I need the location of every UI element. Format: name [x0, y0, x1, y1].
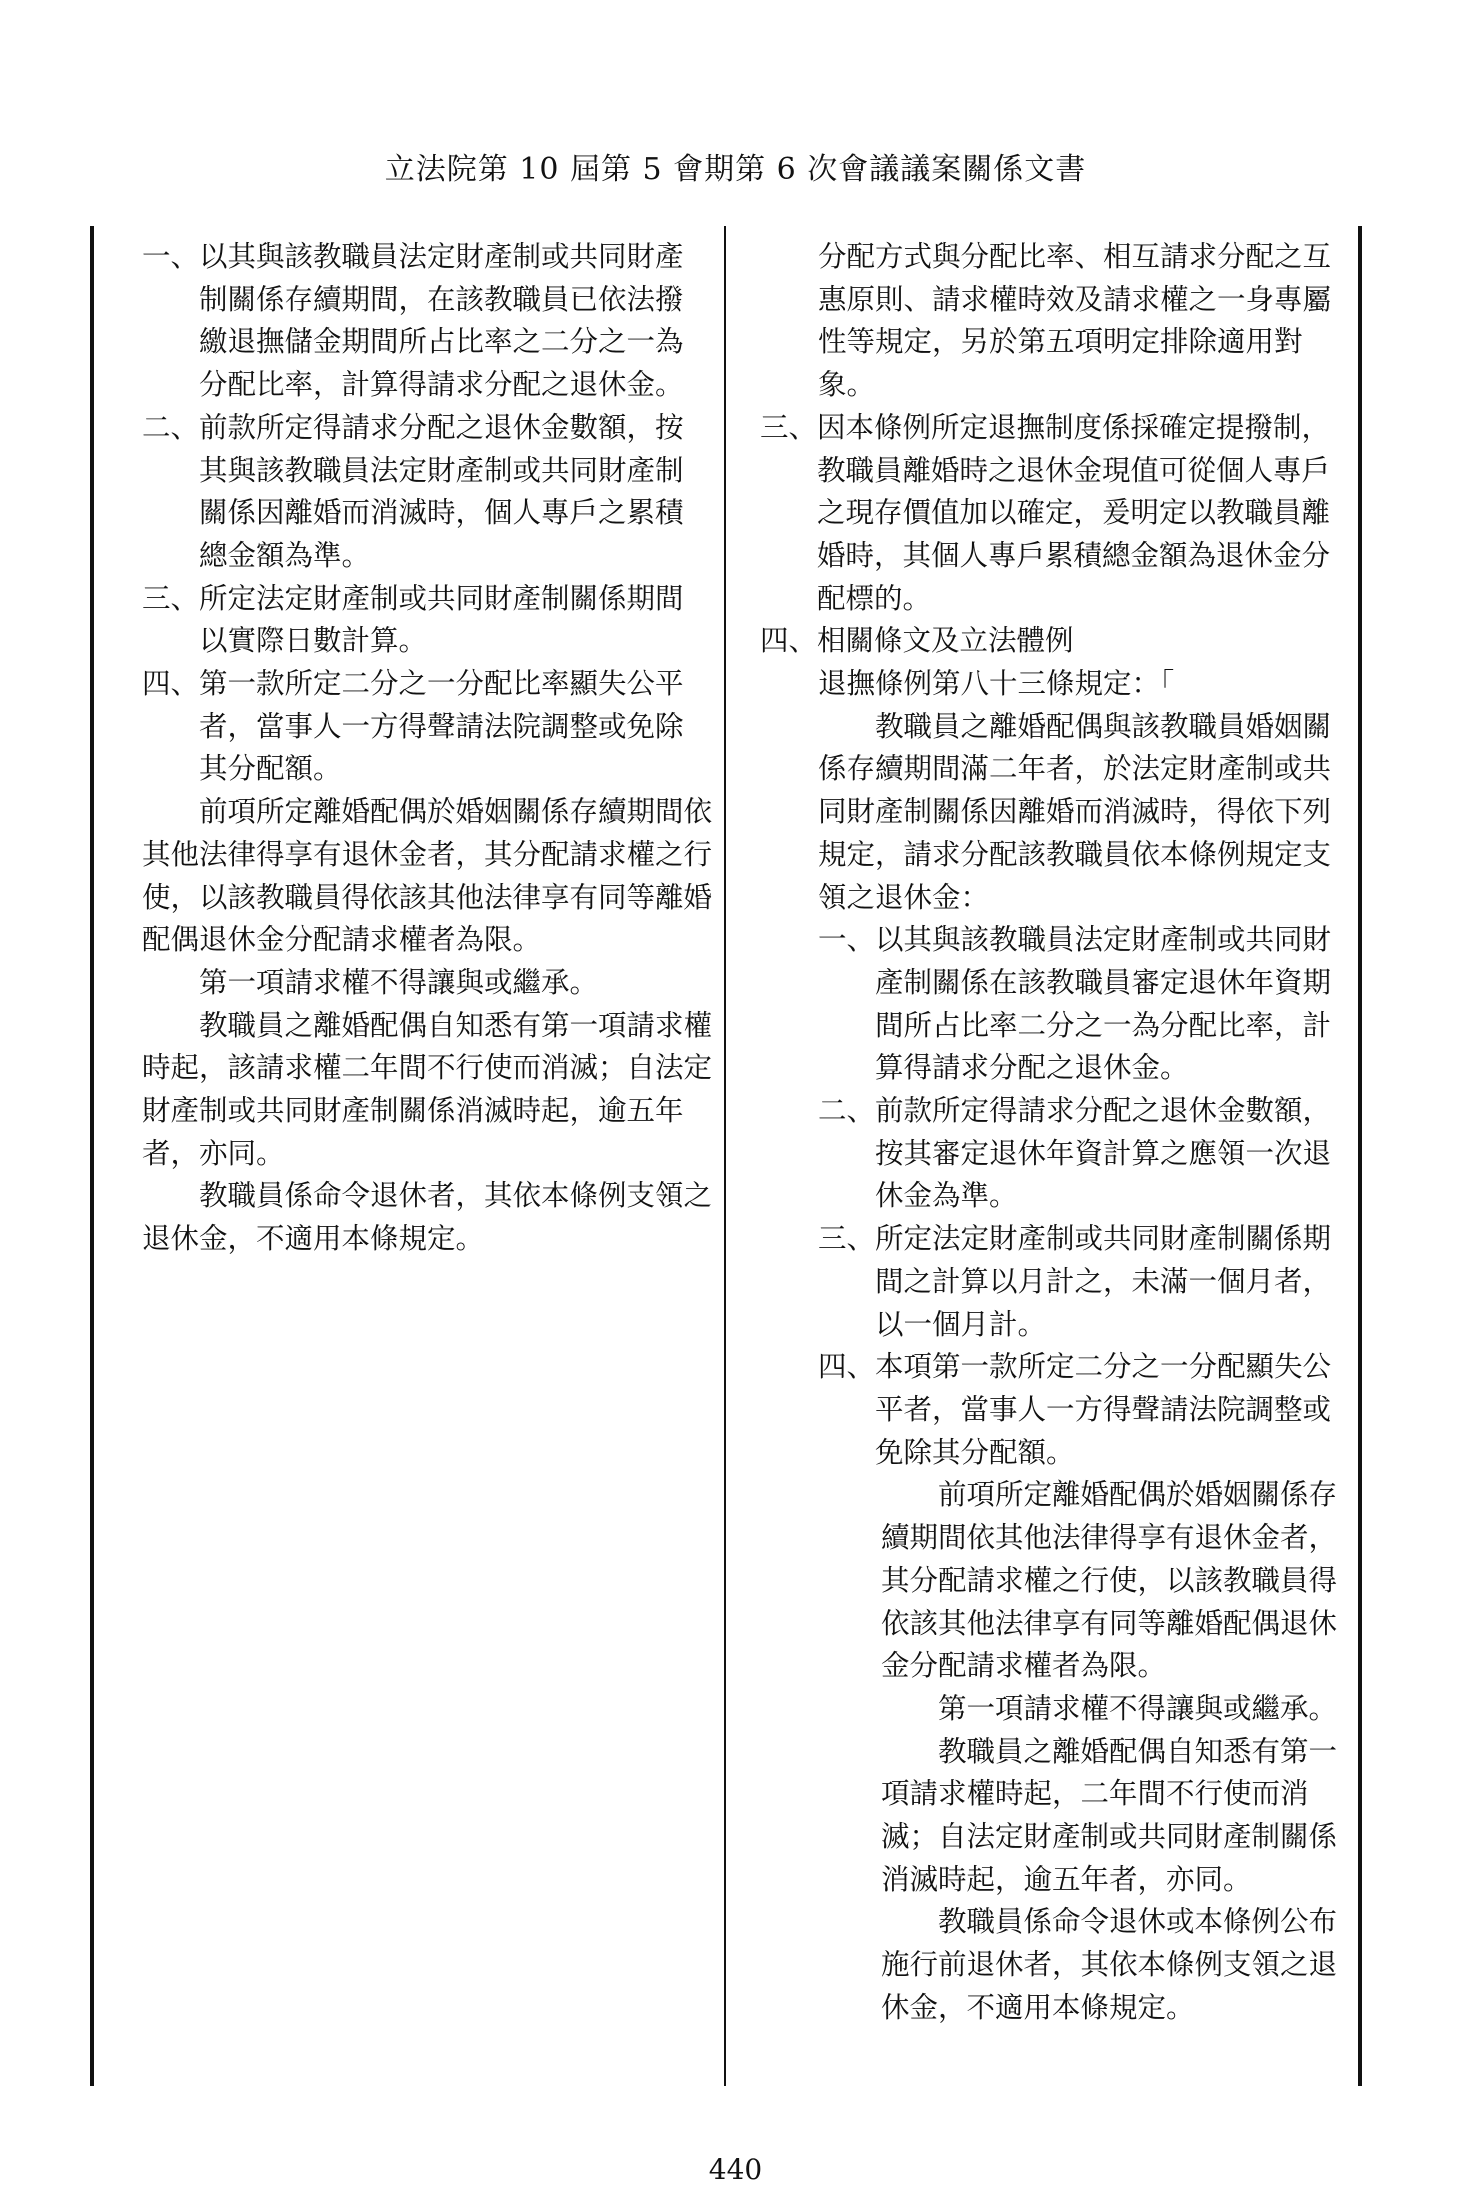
item-number: 二、 — [818, 1094, 876, 1128]
item-number: 三、 — [818, 1222, 876, 1256]
quote-paragraph: 教職員係命令退休或本條例公布施行前退休者，其依本條例支領之退休金，不適用本條規定。 — [881, 1905, 1338, 2024]
item-number: 三、 — [760, 410, 818, 444]
quote-paragraph: 教職員之離婚配偶與該教職員婚姻關係存續期間滿二年者，於法定財產制或共同財產制關係因離婚而消滅時，得依下列規定，請求分配該教職員依本條例規定支領之退休金： — [818, 709, 1332, 914]
item-text: 以其與該教職員法定財產制或共同財產制關係存續期間，在該教職員已依法撥繳退撫儲金期間所占比率之二分之一為分配比率，計算得請求分配之退休金。 — [199, 240, 684, 402]
item-number: 四、 — [142, 667, 200, 701]
quote-paragraph: 前項所定離婚配偶於婚姻關係存續期間依其他法律得享有退休金者，其分配請求權之行使，以該教職員得依該其他法律享有同等離婚配偶退休金分配請求權者為限。 — [881, 1478, 1338, 1683]
paragraph: 前項所定離婚配偶於婚姻關係存續期間依其他法律得享有退休金者，其分配請求權之行使，以該教職員得依該其他法律享有同等離婚配偶退休金分配請求權者為限。 — [142, 795, 713, 957]
quote-list-item — [760, 919, 1345, 1090]
list-item — [142, 407, 712, 578]
paragraph: 第一項請求權不得讓與或繼承。 — [199, 965, 599, 999]
page-number: 440 — [708, 2153, 763, 2186]
item-text: 前款所定得請求分配之退休金數額，按其審定退休年資計算之應領一次退休金為準。 — [875, 1094, 1332, 1213]
list-item — [760, 407, 1345, 621]
paragraph: 教職員之離婚配偶自知悉有第一項請求權時起，該請求權二年間不行使而消滅；自法定財產制或共同財產制關係消滅時起，逾五年者，亦同。 — [142, 1008, 713, 1170]
item-text: 第一款所定二分之一分配比率顯失公平者，當事人一方得聲請法院調整或免除其分配額。 — [199, 667, 684, 786]
item-number: 一、 — [142, 240, 200, 273]
list-item — [760, 620, 1345, 663]
item-number: 一、 — [818, 923, 876, 957]
item-text: 所定法定財產制或共同財產制關係期間之計算以月計之，未滿一個月者，以一個月計。 — [875, 1222, 1332, 1341]
item-number: 三、 — [142, 581, 200, 615]
column-divider — [724, 226, 726, 2086]
item-number: 四、 — [760, 624, 818, 658]
item-number: 四、 — [818, 1350, 876, 1384]
right-column — [760, 236, 1345, 2030]
list-item — [142, 578, 712, 663]
item-number: 二、 — [142, 410, 200, 444]
paragraph: 教職員係命令退休者，其依本條例支領之退休金，不適用本條規定。 — [142, 1179, 713, 1256]
quote-paragraph: 第一項請求權不得讓與或繼承。 — [938, 1691, 1338, 1725]
item-text: 因本條例所定退撫制度係採確定提撥制，教職員離婚時之退休金現值可從個人專戶之現存價值加以確定，爰明定以教職員離婚時，其個人專戶累積總金額為退休金分配標的。 — [817, 410, 1331, 615]
item-text: 本項第一款所定二分之一分配顯失公平者，當事人一方得聲請法院調整或免除其分配額。 — [875, 1350, 1332, 1469]
left-column — [142, 236, 712, 1261]
left-border-rule — [90, 226, 94, 2086]
continuation-paragraph: 分配方式與分配比率、相互請求分配之互惠原則、請求權時效及請求權之一身專屬性等規定，另於第五項明定排除適用對象。 — [818, 240, 1332, 402]
quote-paragraph: 教職員之離婚配偶自知悉有第一項請求權時起，二年間不行使而消滅；自法定財產制或共同財產制關係消滅時起，逾五年者，亦同。 — [881, 1734, 1338, 1896]
item-text: 以其與該教職員法定財產制或共同財產制關係在該教職員審定退休年資期間所占比率二分之一為分配比率，計算得請求分配之退休金。 — [875, 923, 1332, 1085]
item-text: 所定法定財產制或共同財產制關係期間以實際日數計算。 — [199, 581, 684, 658]
page-header: 立法院第 10 屆第 5 會期第 6 次會議議案關係文書 — [384, 152, 1087, 187]
quote-list-item — [760, 1346, 1345, 1474]
quote-list-item — [760, 1090, 1345, 1218]
quote-intro: 退撫條例第八十三條規定：「 — [818, 667, 1175, 701]
item-text: 前款所定得請求分配之退休金數額，按其與該教職員法定財產制或共同財產制關係因離婚而消滅時，個人專戶之累積總金額為準。 — [199, 410, 684, 572]
item-text: 相關條文及立法體例 — [817, 624, 1074, 658]
list-item — [142, 236, 712, 407]
quote-list-item — [760, 1218, 1345, 1346]
list-item — [142, 663, 712, 791]
right-border-rule — [1358, 226, 1362, 2086]
